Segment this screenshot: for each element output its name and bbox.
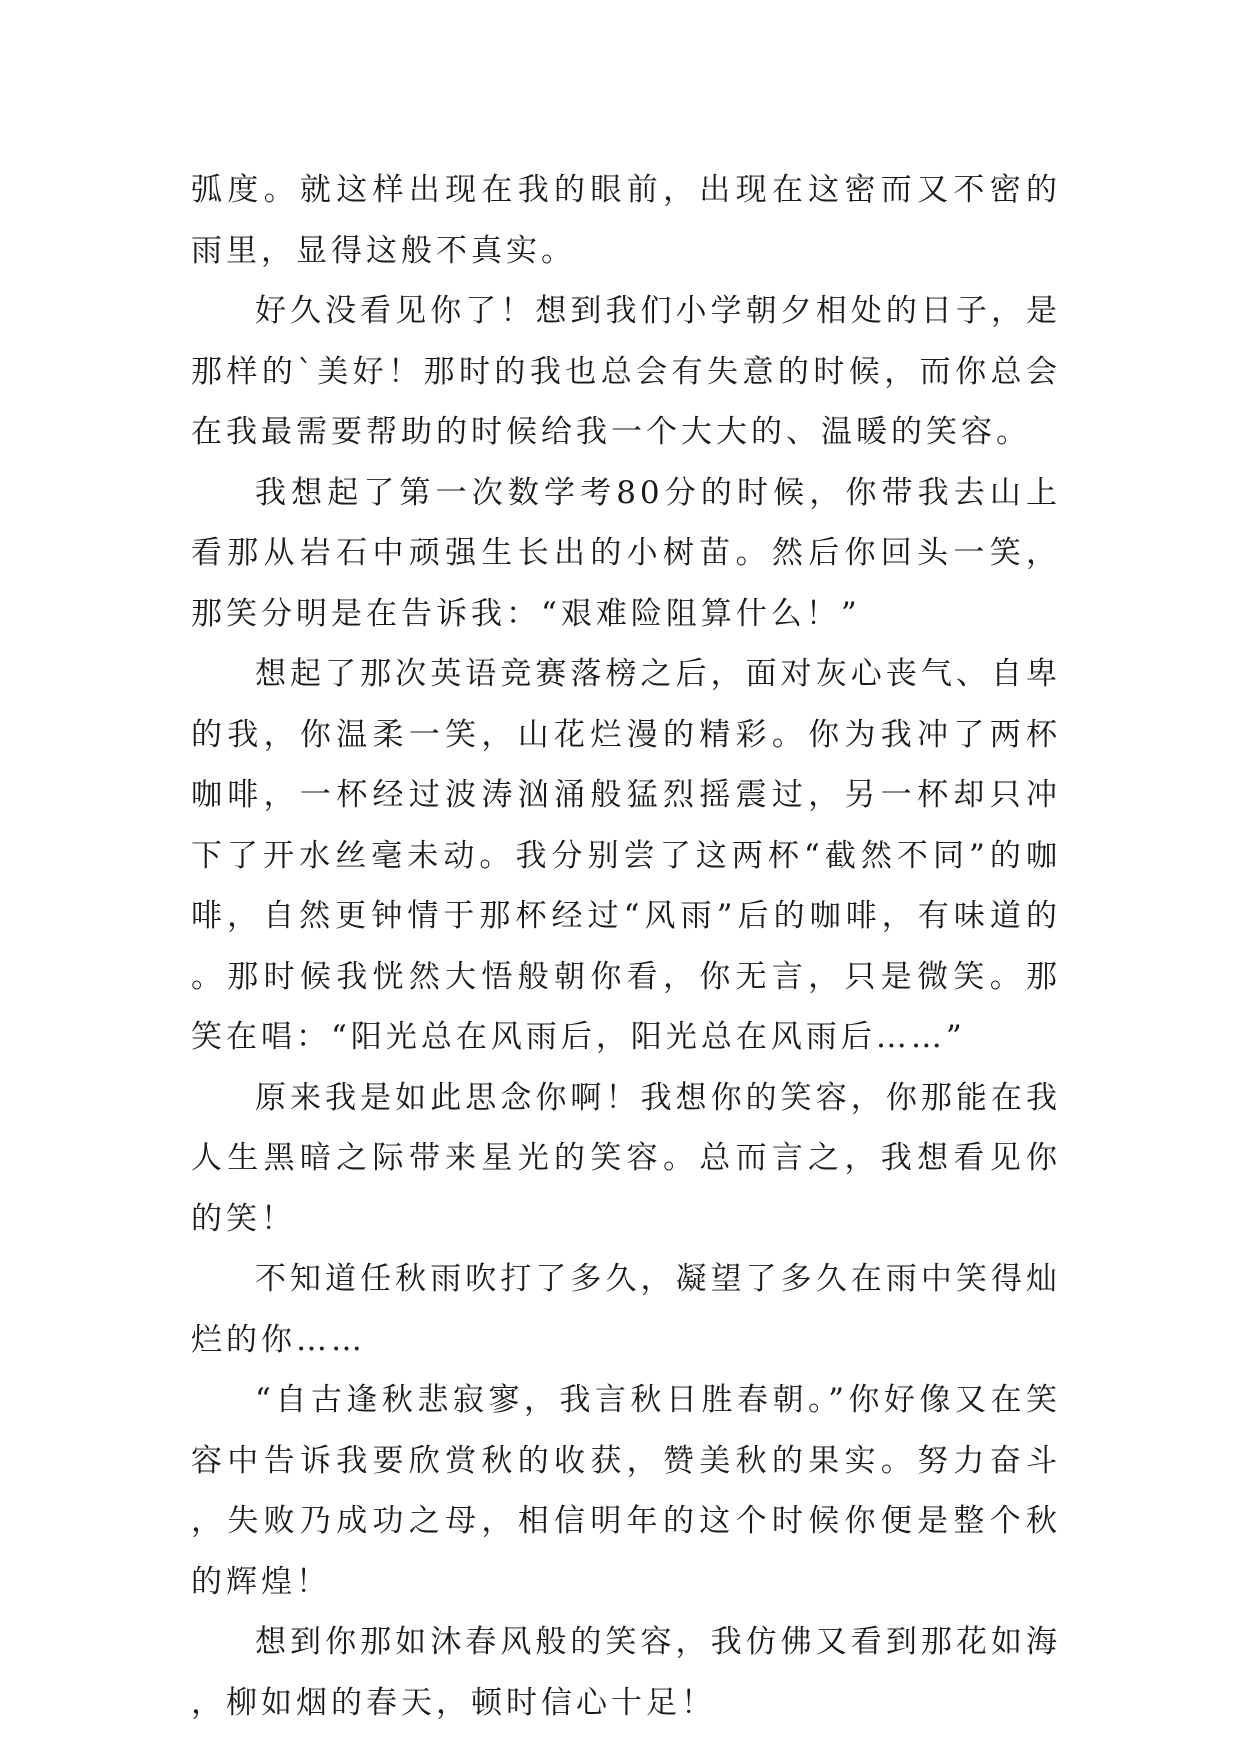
paragraph: 好久没看见你了！想到我们小学朝夕相处的日子，是那样的`美好！那时的我也总会有失意的时候，而你总会在我最需要帮助的时候给我一个大大的、温暖的笑容。: [191, 293, 1061, 450]
paragraph: “自古逢秋悲寂寥，我言秋日胜春朝。”你好像又在笑容中告诉我要欣赏秋的收获，赞美秋的果实。努力奋斗，失败乃成功之母，相信明年的这个时候你便是整个秋的辉煌！: [191, 1382, 1061, 1600]
paragraph: 原来我是如此思念你啊！我想你的笑容，你那能在我人生黑暗之际带来星光的笑容。总而言之，我想看见你的笑！: [191, 1079, 1061, 1237]
paragraph: 我想起了第一次数学考80分的时候，你带我去山上看那从岩石中顽强生长出的小树苗。然后你回头一笑，那笑分明是在告诉我：“艰难险阻算什么！”: [191, 474, 1061, 632]
paragraph: 想到你那如沐春风般的笑容，我仿佛又看到那花如海，柳如烟的春天，顿时信心十足！: [191, 1624, 1061, 1721]
paragraph: 不知道任秋雨吹打了多久，凝望了多久在雨中笑得灿烂的你……: [191, 1261, 1061, 1358]
document-body: [191, 160, 1061, 1733]
paragraph-continuation: 弧度。就这样出现在我的眼前，出现在这密而又不密的雨里，显得这般不真实。: [191, 172, 1061, 269]
paragraph: 想起了那次英语竞赛落榜之后，面对灰心丧气、自卑的我，你温柔一笑，山花烂漫的精彩。你为我冲了两杯咖啡，一杯经过波涛汹涌般猛烈摇震过，另一杯却只冲下了开水丝毫未动。我分别尝了这两杯“截然不同”的咖啡，自然更钟情于那杯经过“风雨”后的咖啡，有味道的。那时候我恍然大悟般朝你看，你无言，只是微笑。那笑在唱：“阳光总在风雨后，阳光总在风雨后……”: [191, 656, 1061, 1055]
